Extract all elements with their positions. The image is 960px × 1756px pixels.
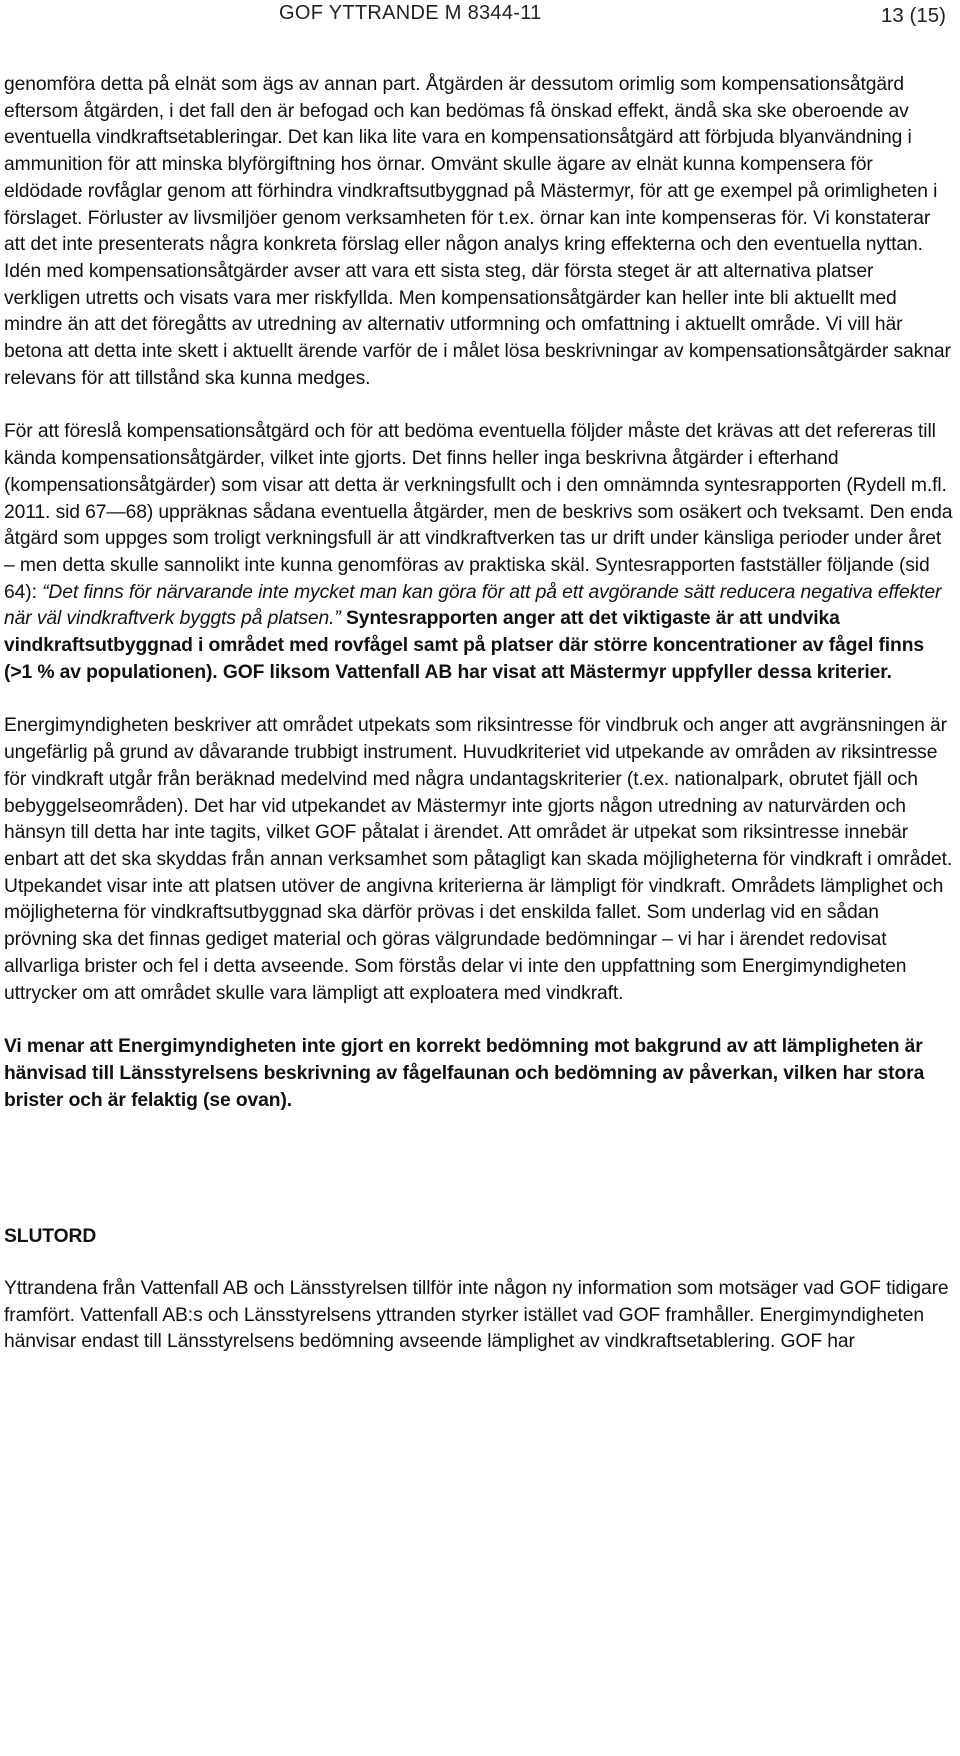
synthesis-conclusion: Syntesrapporten anger att det viktigaste är att undvika vindkraftsutbyggnad i området med rovfågel samt på platser där större koncentrationer av fågel finns (>1 % av populationen). GOF liksom Vattenfall AB har visat att Mästermyr uppfyller dessa kriterier.	[4, 608, 925, 683]
paragraph-synthesis-report	[4, 419, 954, 686]
paragraph-compensation: genomföra detta på elnät som ägs av annan part. Åtgärden är dessutom orimlig som kompensationsåtgärd eftersom åtgärden, i det fall den är befogad och kan bedömas få önskad effekt, ändå ska ske oberoende av eventuella vindkraftsetableringar. Det kan lika lite vara en kompensationsåtgärd att förbjuda blyanvändning i ammunition för att minska blyförgiftning hos örnar. Omvänt skulle ägare av elnät kunna kompensera för eldödade rovfåglar genom att förhindra vindkraftsutbyggnad på Mästermyr, för att ge exempel på orimligheten i förslaget. Förluster av livsmiljöer genom verksamheten för t.ex. örnar kan inte kompenseras för. Vi konstaterar att det inte presenterats några konkreta förslag eller någon analys kring effekterna och den eventuella nyttan. Idén med kompensationsåtgärder avser att vara ett sista steg, där första steget är att alternativa platser verkligen utretts och visats vara mer riskfyllda. Men kompensationsåtgärder kan heller inte bli aktuellt med mindre än att det föregåtts av utredning av alternativ utformning och omfattning i aktuellt område. Vi vill här betona att detta inte skett i aktuellt ärende varför de i målet lösa beskrivningar av kompensationsåtgärder saknar relevans för att tillstånd ska kunna medges.	[4, 74, 951, 389]
paragraph-energy-agency: Energimyndigheten beskriver att området utpekats som riksintresse för vindbruk och anger att avgränsningen är ungefärlig på grund av dåvarande trubbigt instrument. Huvudkriteriet vid utpekande av områden av riksintresse för vindkraft utgår från beräknad medelvind med några undantagskriterier (t.ex. nationalpark, obrutet fjäll och bebyggelseområden). Det har vid utpekandet av Mästermyr inte gjorts någon utredning av naturvärden och hänsyn till detta har inte tagits, vilket GOF påtalat i ärendet. Att området är utpekat som riksintresse innebär enbart att det ska skyddas från annan verksamhet som påtagligt kan skada möjligheterna för vindkraft i området. Utpekandet visar inte att platsen utöver de angivna kriterierna är lämpligt för vindkraft. Områdets lämplighet och möjligheterna för vindkraftsutbyggnad ska därför prövas i det enskilda fallet. Som underlag vid en sådan prövning ska det finnas gediget material och göras välgrundade bedömningar – vi har i ärendet redovisat allvarliga brister och fel i detta avseende. Som förstås delar vi inte den uppfattning som Energimyndigheten uttrycker om att området skulle vara lämpligt att exploatera med vindkraft.	[4, 715, 953, 1004]
energy-agency-conclusion-text: Vi menar att Energimyndigheten inte gjort en korrekt bedömning mot bakgrund av att lämpligheten är hänvisad till Länsstyrelsens beskrivning av fågelfaunan och bedömning av påverkan, vilken har stora brister och är felaktig (se ovan).	[4, 1036, 925, 1111]
document-body	[4, 72, 954, 1356]
spacer	[4, 1114, 954, 1224]
section-heading-slutord: SLUTORD	[4, 1226, 97, 1248]
paragraph-synthesis-text: För att föreslå kompensationsåtgärd och för att bedöma eventuella följder måste det krävas att det refereras till kända kompensationsåtgärder, vilket inte gjorts. Det finns heller inga beskrivna åtgärder i efterhand (kompensationsåtgärder) som visar att detta är verkningsfullt och i den omnämnda syntesrapporten (Rydell m.fl. 2011. sid 67—68) uppräknas sådana eventuella åtgärder, men de beskrivs som osäkert och tveksamt. Den enda åtgärd som uppges som troligt verkningsfull är att vindkraftverken tas ur drift under känsliga perioder under året – men detta skulle sannolikt inte kunna genomföras av praktiska skäl. Syntesrapporten fastställer följande (sid 64):	[4, 421, 953, 603]
paragraph-slutord: Yttrandena från Vattenfall AB och Länsstyrelsen tillför inte någon ny information som motsäger vad GOF tidigare framfört. Vattenfall AB:s och Länsstyrelsens yttranden styrker istället vad GOF framhåller. Energimyndigheten hänvisar endast till Länsstyrelsens bedömning avseende lämplighet av vindkraftsetablering. GOF har	[4, 1278, 949, 1353]
page-header	[0, 0, 960, 44]
paragraph-energy-agency-conclusion	[4, 1034, 954, 1114]
synthesis-quote: “Det finns för närvarande inte mycket man kan göra för att på ett avgörande sätt reducera negativa effekter när väl vindkraftverk byggts på platsen.”	[4, 581, 942, 630]
document-title: GOF YTTRANDE M 8344-11	[279, 2, 542, 24]
page-number: 13 (15)	[881, 4, 946, 27]
